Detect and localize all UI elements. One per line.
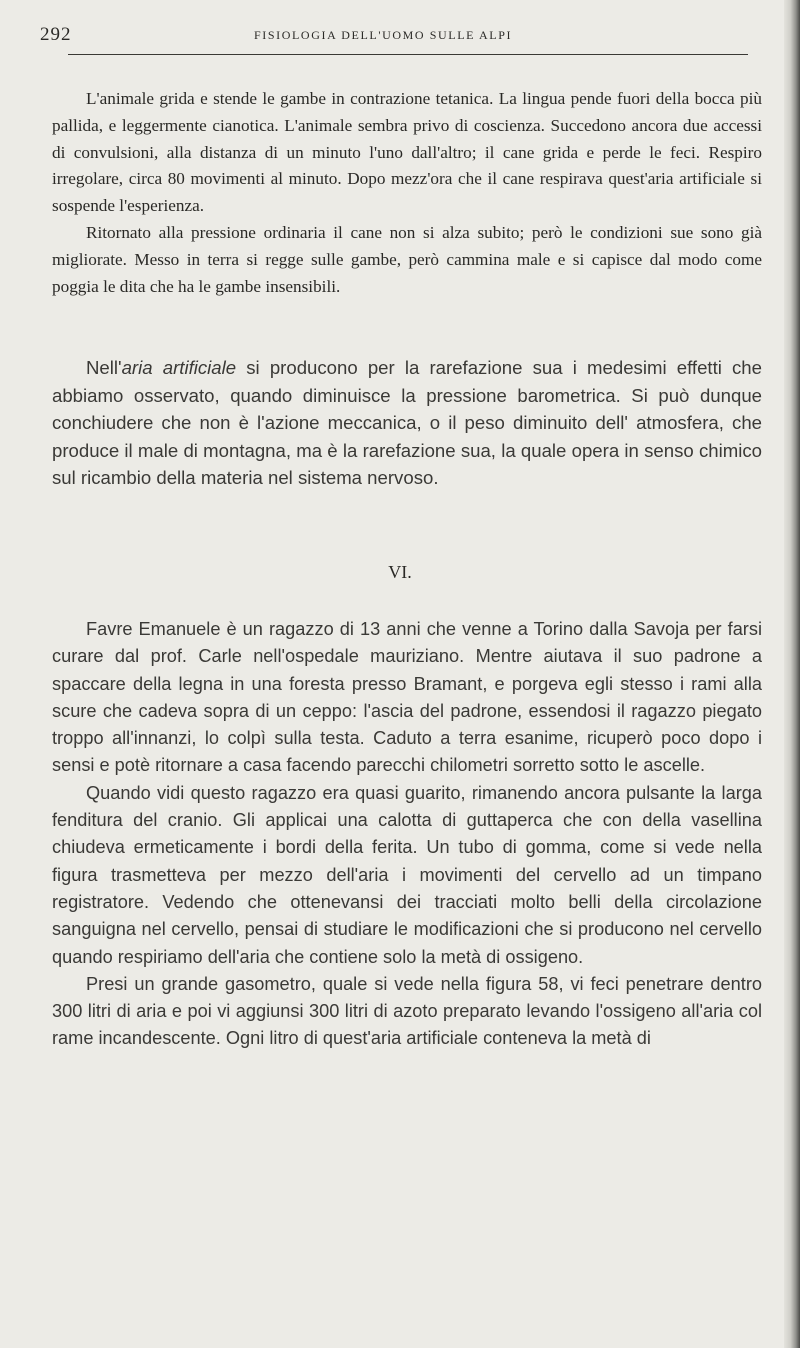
- running-title: FISIOLOGIA DELL'UOMO SULLE ALPI: [254, 28, 513, 42]
- case-study-section: [52, 616, 762, 1053]
- paragraph-gasometro: Presi un grande gasometro, quale si vede nella figura 58, vi feci penetrare dentro 300 litri di aria e poi vi aggiunsi 300 litri di azoto preparato levando l'ossigeno all'aria col rame incandescente. Ogni litro di quest'aria artificiale conteneva la metà di: [52, 973, 762, 1049]
- conclusion-section: [52, 354, 762, 492]
- page-header: [40, 22, 760, 52]
- paragraph-favre: Favre Emanuele è un ragazzo di 13 anni che venne a Torino dalla Savoja per farsi curare dal prof. Carle nell'ospedale mauriziano. Mentre aiutava il suo padrone a spaccare della legna in una foresta presso Bramant, e porgeva egli stesso i rami alla scure che cadeva sopra di un ceppo: l'ascia del padrone, essendosi il ragazzo piegato troppo all'innanzi, lo colpì sulla testa. Caduto a terra esanime, ricuperò poco dopo i sensi e potè ritornare a casa facendo parecchi chilometri sorretto sotto le ascelle.: [52, 619, 762, 776]
- experiment-report-section: [52, 86, 762, 300]
- header-rule: [68, 54, 748, 55]
- paragraph-convulsions: L'animale grida e stende le gambe in contrazione tetanica. La lingua pende fuori della bocca più pallida, e leggermente cianotica. L'animale sembra privo di coscienza. Succedono ancora due accessi di convulsioni, alla distanza di un minuto l'uno dall'altro; il cane grida e perde le feci. Respiro irregolare, circa 80 movimenti al minuto. Dopo mezz'ora che il cane respirava quest'aria artificiale si sospende l'esperienza.: [52, 89, 762, 216]
- paragraph-recovery: Ritornato alla pressione ordinaria il cane non si alza subito; però le condizioni sue sono già migliorate. Messo in terra si regge sulle gambe, però cammina male e si capisce dal modo come poggia le dita che ha le gambe insensibili.: [52, 222, 762, 296]
- conclusion-rest: si producono per la rarefazione sua i medesimi effetti che abbiamo osservato, quando diminuisce la pressione barometrica. Si può dunque conchiudere che non è l'azione meccanica, o il peso diminuito dell' atmosfera, che produce il male di montagna, ma è la rarefazione sua, la quale opera in senso chimico sul ricambio della materia nel sistema nervoso.: [52, 357, 762, 489]
- paragraph-conclusion: [52, 354, 762, 492]
- conclusion-emphasis: aria artificiale: [121, 357, 237, 378]
- paragraph-calotta: Quando vidi questo ragazzo era quasi guarito, rimanendo ancora pulsante la larga fenditura del cranio. Gli applicai una calotta di guttaperca che con della vasellina chiudeva ermeticamente i bordi della ferita. Un tubo di gomma, come si vede nella figura trasmetteva per mezzo dell'aria i movimenti del cervello ad un timpano registratore. Vedendo che ottenevansi dei tracciati molto belli della circolazione sanguigna nel cervello, pensai di studiare le modificazioni che si producono nel cervello quando respiriamo dell'aria che contiene solo la metà di ossigeno.: [52, 782, 762, 967]
- conclusion-lead: Nell': [86, 357, 122, 378]
- section-heading: VI.: [388, 562, 412, 582]
- book-spine-edge: [784, 0, 800, 1348]
- page-number: 292: [40, 24, 72, 45]
